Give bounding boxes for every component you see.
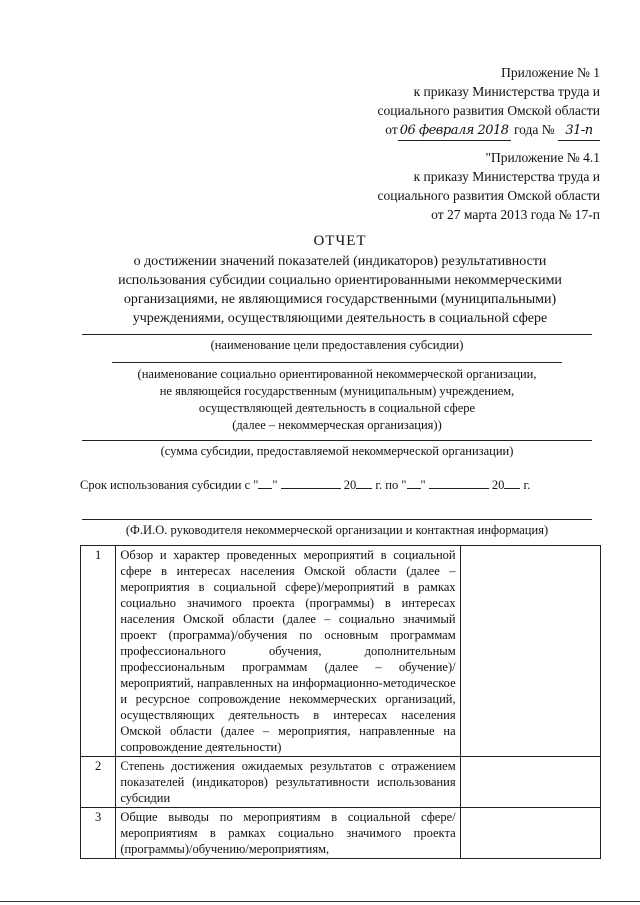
manager-caption: (Ф.И.О. руководителя некоммерческой организации и контактная информация) (125, 523, 549, 537)
organization-fill-line[interactable] (112, 362, 562, 363)
row-number: 3 (81, 808, 116, 859)
row-number: 1 (81, 546, 116, 757)
row-value-cell[interactable] (460, 808, 600, 859)
table-row (81, 546, 601, 757)
appendix-4-1-date-line: от 27 марта 2013 года № 17-п (431, 207, 600, 222)
organization-caption (92, 366, 582, 434)
quote-mark: " (401, 478, 407, 492)
row-description: Степень достижения ожидаемых результатов с отражением показателей (индикаторов) результативности использования субсидии (116, 757, 460, 808)
row-number: 2 (81, 757, 116, 808)
subsidy-period-line (80, 477, 580, 493)
organization-caption-line: (далее – некоммерческая организация)) (232, 418, 442, 432)
period-end-suffix: г. (523, 478, 531, 492)
end-year-blank[interactable] (504, 477, 520, 489)
appendix-4-1-title: "Приложение № 4.1 (485, 150, 600, 165)
amount-fill-line[interactable] (82, 440, 592, 441)
row-description: Общие выводы по мероприятиям в социальной сфере/мероприятиям в рамках социально значимого проекта (программы)/обучению/мероприятиям, (116, 808, 460, 859)
quote-mark: " (253, 478, 259, 492)
organization-caption-line: (наименование социально ориентированной некоммерческой организации, (137, 367, 537, 381)
row-description: Обзор и характер проведенных мероприятий в социальной сфере в интересах населения Омской области (далее – мероприятия в социальной сфере)/мероприятий в рамках социально значимого проекта (программы) в интересах населения Омской области (далее – социально значимый проект (программа)/обучения по основным программам профессионального обучения, дополнительным профессиональным программам (далее – обучение)/мероприятий, направленных на информационно-методическое и ресурсное сопровождение некоммерческих организаций, осуществляющих деятельность в интересах населения Омской области (далее – мероприятия, направленные на сопровождение деятельности) (116, 546, 460, 757)
report-heading: ОТЧЕТ (313, 233, 367, 249)
report-title-line: учреждениями, осуществляющими деятельность в социальной сфере (132, 311, 548, 326)
year-prefix: 20 (491, 478, 505, 492)
page-bottom-rule (0, 901, 640, 902)
handwritten-date: 06 февраля 2018 (398, 121, 511, 141)
organization-caption-line: не являющейся государственным (муниципальным) учреждением, (159, 384, 515, 398)
report-title-block (60, 232, 620, 328)
appendix-1-order-line: к приказу Министерства труда и (413, 84, 600, 99)
appendix-1-date-line (377, 120, 600, 141)
appendix-4-1-order-line: к приказу Министерства труда и (413, 169, 600, 184)
year-word: года № (513, 122, 555, 137)
end-day-blank[interactable] (407, 477, 421, 489)
organization-caption-line: осуществляющей деятельность в социальной сфере (198, 401, 476, 415)
report-table (80, 545, 601, 859)
report-title-line: организациями, не являющимися государственными (муниципальными) (123, 292, 557, 307)
appendix-1-title: Приложение № 1 (501, 65, 600, 80)
table-row (81, 757, 601, 808)
quote-mark: " (420, 478, 426, 492)
period-to-label: г. по (375, 478, 399, 492)
amount-caption: (сумма субсидии, предоставляемой некоммерческой организации) (160, 444, 514, 458)
report-title-line: использования субсидии социально ориентированными некоммерческими (118, 273, 562, 288)
date-prefix: от (385, 122, 398, 137)
appendix-1-header (377, 63, 600, 141)
year-prefix: 20 (343, 478, 357, 492)
handwritten-number: 31-п (558, 121, 600, 141)
start-day-blank[interactable] (258, 477, 272, 489)
end-month-blank[interactable] (429, 477, 489, 489)
quote-mark: " (272, 478, 278, 492)
appendix-4-1-ministry-line: социального развития Омской области (377, 188, 600, 203)
start-month-blank[interactable] (281, 477, 341, 489)
row-value-cell[interactable] (460, 757, 600, 808)
table-row (81, 808, 601, 859)
start-year-blank[interactable] (356, 477, 372, 489)
manager-fill-line[interactable] (82, 519, 592, 520)
row-value-cell[interactable] (460, 546, 600, 757)
purpose-fill-line[interactable] (82, 334, 592, 335)
purpose-caption: (наименование цели предоставления субсидии) (210, 338, 464, 352)
appendix-1-ministry-line: социального развития Омской области (377, 103, 600, 118)
appendix-4-1-header (377, 148, 600, 224)
report-title-line: о достижении значений показателей (индикаторов) результативности (133, 254, 547, 269)
period-label: Срок использования субсидии с (80, 478, 251, 492)
